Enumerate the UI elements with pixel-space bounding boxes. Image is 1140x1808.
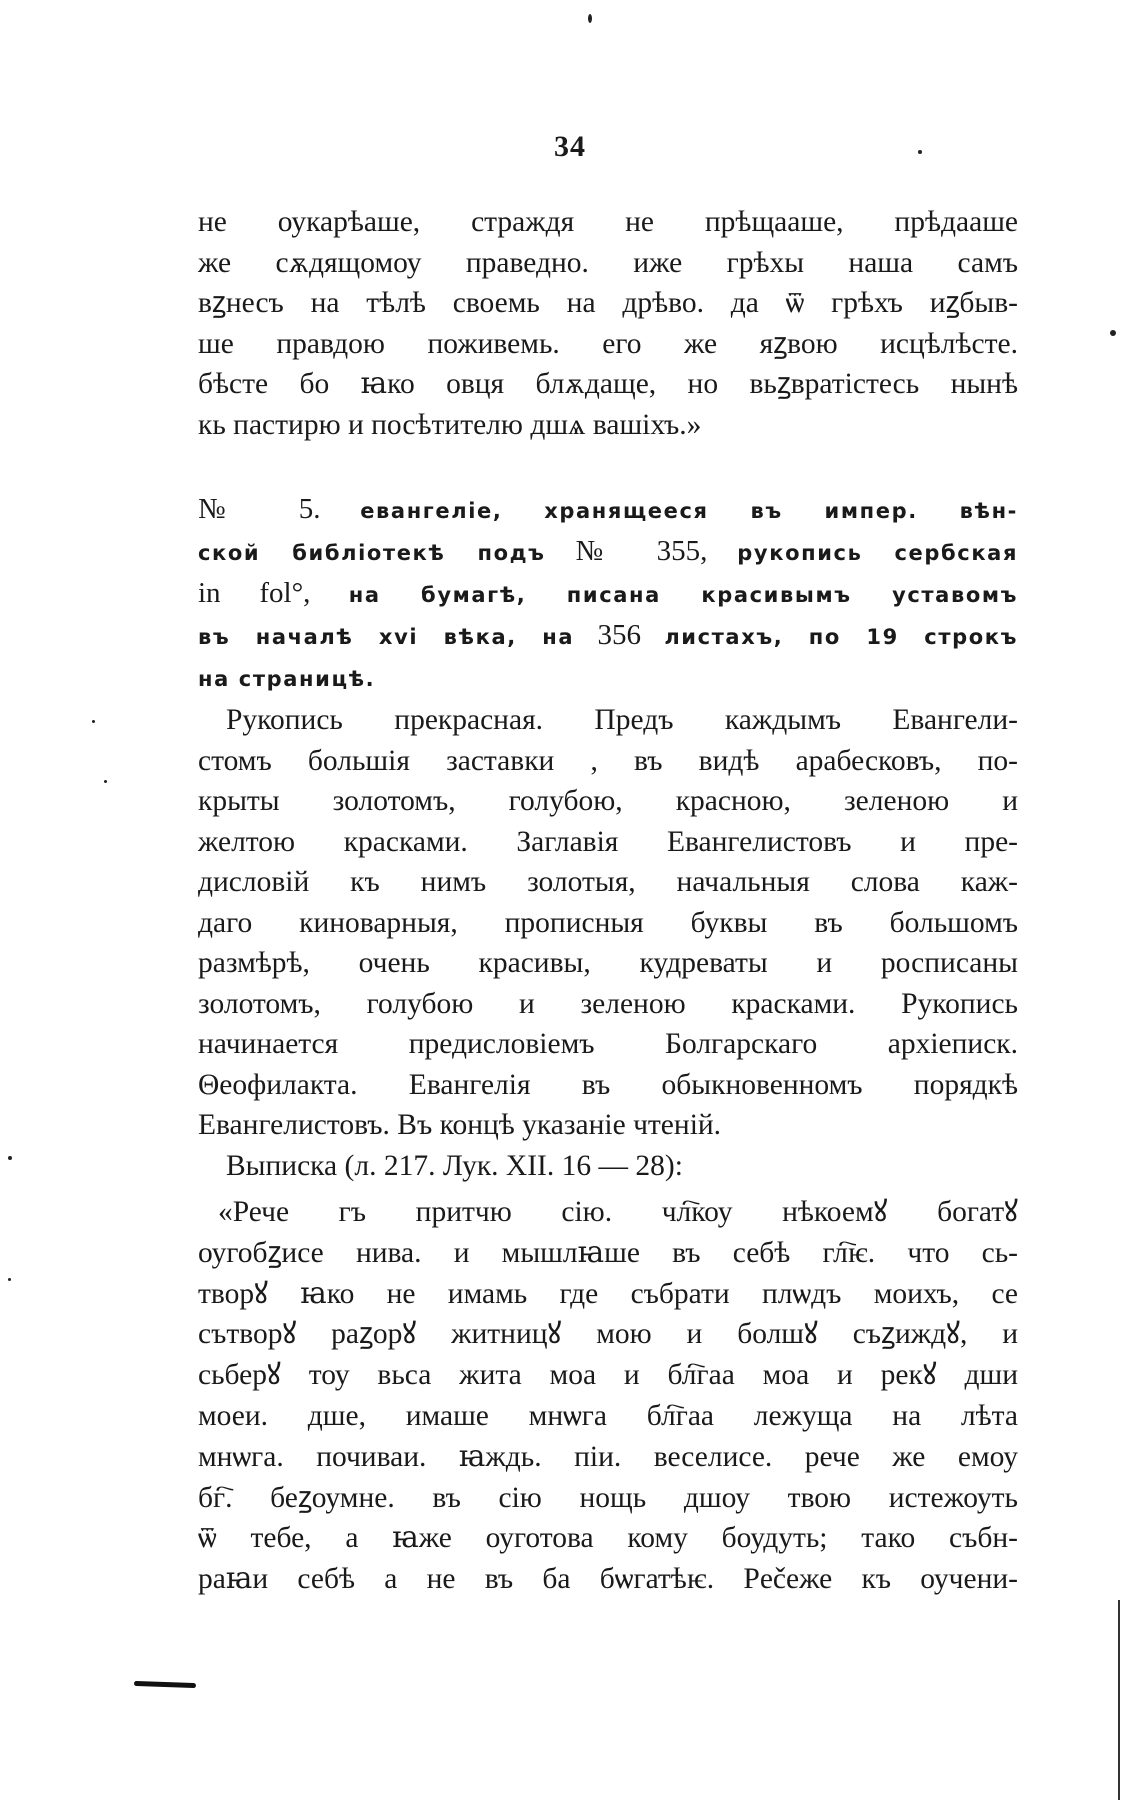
scan-dash-mark — [134, 1681, 196, 1688]
heading-line — [198, 530, 1018, 572]
text-line: стомъ большія заставки , въ видѣ арабесковъ, по- — [198, 744, 1018, 777]
text-line: кь пастирю и посѣтителю дшѧ вашіхъ.» — [198, 408, 702, 441]
text-line: «Рече гъ притчю сію. чл҇коу нѣкоемꙋ богатꙋ — [218, 1196, 1018, 1228]
text-line: ше правдою поживемь. его же яꙁвою исцѣлѣсте. — [198, 327, 1018, 360]
text-line: Евангелистовъ. Въ концѣ указаніе чтеній. — [198, 1109, 722, 1141]
text-line: крыты золотомъ, голубою, красною, зеленою и — [198, 785, 1018, 817]
text-line: раꙗи себѣ а не въ ба бѡгатѣѥ. Рečeже къ оучени- — [198, 1563, 1018, 1596]
manuscript-heading — [198, 488, 1018, 698]
heading-line — [198, 488, 1018, 530]
scan-speck — [918, 150, 922, 154]
heading-line — [198, 572, 1018, 614]
text-line: же сѫдящомоу праведно. иже грѣхы наша самъ — [198, 246, 1018, 279]
format-label: in fol°, — [198, 577, 311, 609]
heading-line — [198, 614, 1018, 656]
text-line: желтою красками. Заглавія Евангелистовъ и пре- — [198, 825, 1018, 858]
scan-speck — [588, 14, 592, 23]
scan-speck — [92, 720, 95, 723]
heading-caps-text: на бумагѣ, писана красивымъ уставомъ — [348, 583, 1019, 607]
manuscript-number: № 355, — [575, 535, 708, 567]
top-paragraph — [198, 202, 1018, 445]
heading-line — [198, 656, 1018, 698]
text-line: дисловій къ нимъ золотыя, начальныя слова каж- — [198, 866, 1018, 898]
text-line: бг҇. беꙁоумне. въ сію нощь дшоу твою истежоуть — [198, 1481, 1018, 1514]
scan-edge-line — [1118, 1600, 1120, 1800]
text-line: мнѡга. почиваи. ꙗждь. піи. веселисе. рече же емоу — [198, 1440, 1018, 1473]
heading-caps-text: въ началѣ xvi вѣка, на — [198, 625, 575, 649]
scan-speck — [8, 1156, 12, 1160]
description-paragraph — [198, 700, 1018, 1146]
text-line: моеи. дше, имаше мнѡга бл҇гаа лежуща на лѣта — [198, 1399, 1018, 1432]
text-line: Θеофилакта. Евангелія въ обыкновенномъ порядкѣ — [198, 1068, 1018, 1101]
text-line: сьберꙋ тоу вьса жита моа и бл҇гаа моа и рекꙋ дши — [198, 1359, 1018, 1392]
text-line: ѿ тебе, а ꙗже оуготова кому боудуть; тако събн- — [198, 1522, 1018, 1555]
heading-caps-text: рукопись сербская — [737, 541, 1019, 565]
text-line: не оукарѣаше, страждя не прѣщааше, прѣдааше — [198, 206, 1018, 238]
heading-caps-text: листахъ, по 19 строкъ — [664, 625, 1019, 649]
text-line: даго киноварныя, прописныя буквы въ большомъ — [198, 906, 1018, 939]
heading-caps-text: евангеліе, хранящееся въ импер. вѣн- — [360, 499, 1018, 523]
text-line: сътворꙋ раꙁорꙋ житницꙋ мою и болшꙋ съꙁиждꙋ, и — [198, 1318, 1018, 1351]
excerpt-text — [198, 1192, 1018, 1600]
text-line: Рукопись прекрасная. Предъ каждымъ Евангели- — [226, 704, 1018, 736]
scan-speck — [104, 780, 107, 783]
heading-caps-text: на страницѣ. — [198, 667, 376, 691]
excerpt-heading: Выписка (л. 217. Лук. XII. 16 — 28): — [226, 1150, 683, 1182]
page-number: 34 — [554, 130, 586, 163]
text-line: золотомъ, голубою и зеленою красками. Рукопись — [198, 987, 1018, 1020]
text-line: творꙋ ꙗко не имамь где събрати плѡдъ моихъ, се — [198, 1277, 1018, 1310]
entry-number: № 5. — [198, 493, 321, 525]
heading-caps-text: ской библіотекѣ подъ — [198, 541, 546, 565]
text-line: размѣрѣ, очень красивы, кудреваты и росписаны — [198, 947, 1018, 979]
text-line: оугобꙁисе нива. и мышлꙗше въ себѣ гл҇ѥ. что сь- — [198, 1236, 1018, 1269]
text-line: бѣсте бо ꙗко овця блѫдаще, но вьꙁвратістесь нынѣ — [198, 368, 1018, 400]
leaf-count: 356 — [597, 619, 641, 651]
text-line: начинается предисловіемъ Болгарскаго архіеписк. — [198, 1028, 1018, 1060]
scan-speck — [8, 1278, 11, 1281]
text-line: вꙁнесъ на тѣлѣ своемь на дрѣво. да ѿ грѣхъ иꙁбыв- — [198, 287, 1018, 319]
scan-speck — [1110, 330, 1116, 336]
